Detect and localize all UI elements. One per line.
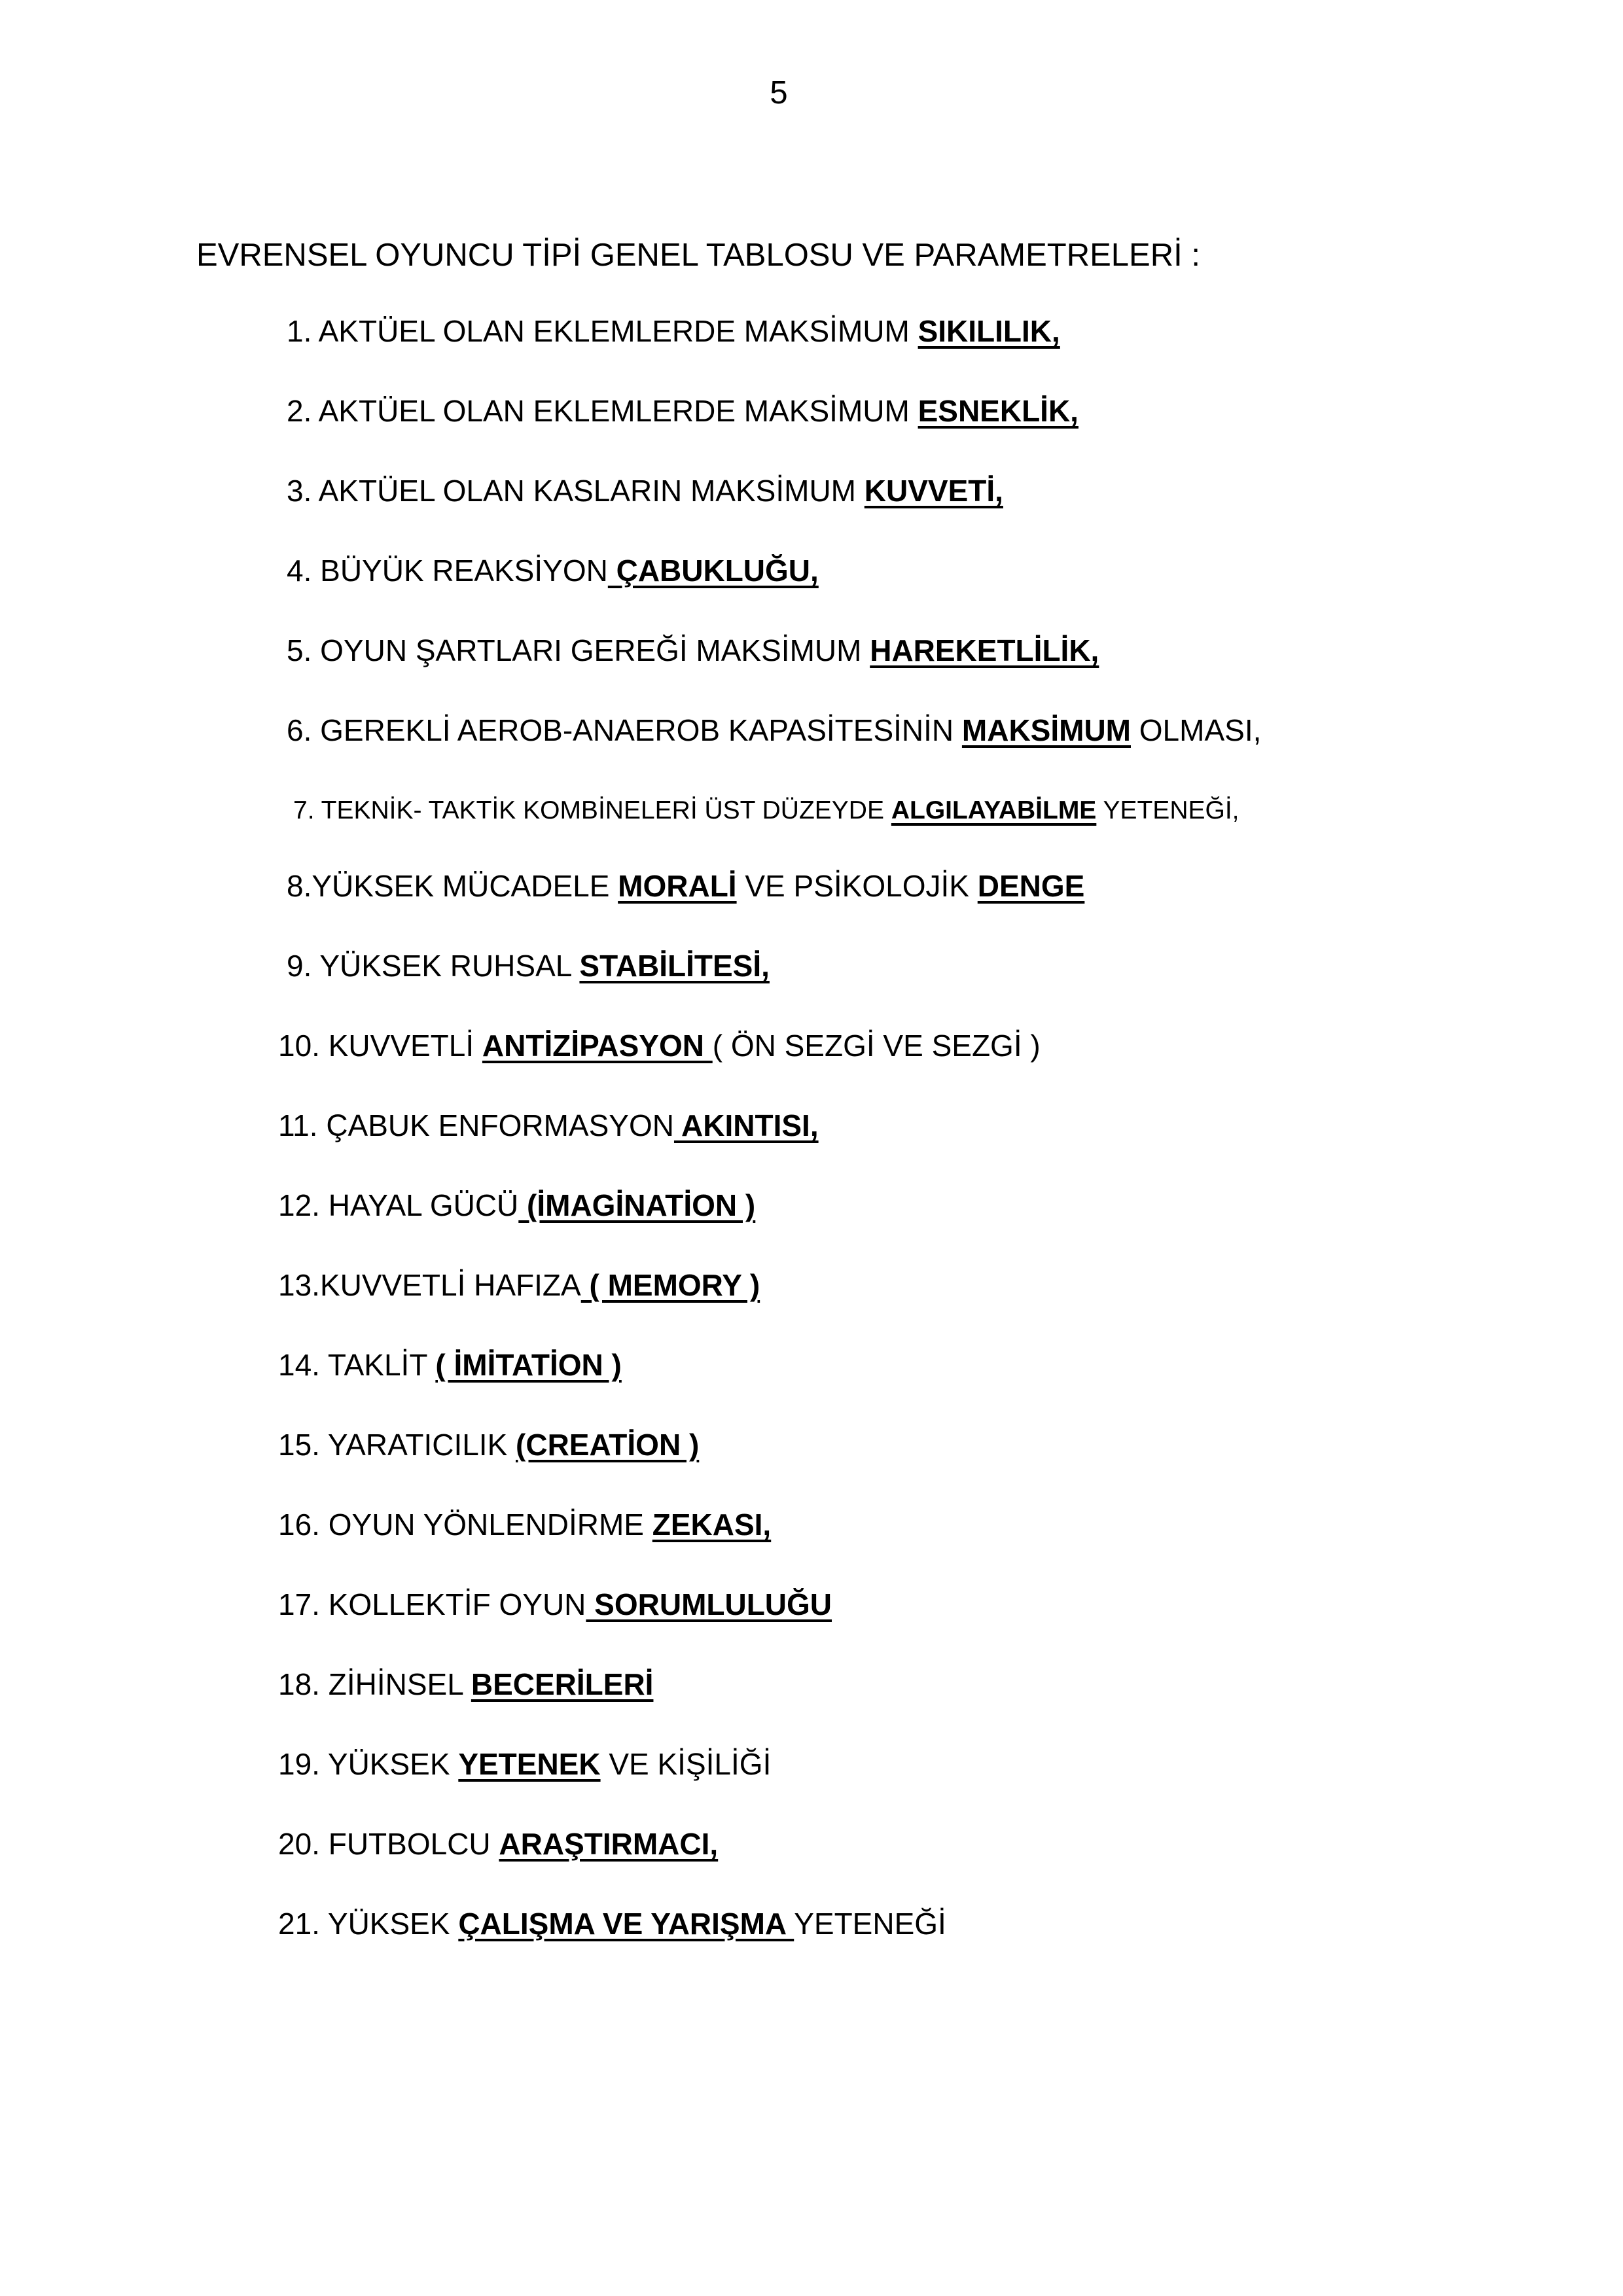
list-item xyxy=(278,1506,771,1543)
item-keyword: KUVVETİ, xyxy=(864,474,1003,508)
item-keyword: AKINTISI, xyxy=(673,1108,819,1142)
list-item xyxy=(278,1905,946,1942)
item-keyword: ESNEKLİK, xyxy=(918,394,1079,428)
item-number: 4. xyxy=(287,554,312,588)
item-keyword: ARAŞTIRMACI, xyxy=(499,1827,719,1861)
item-keyword: ( İMİTATİON ) xyxy=(435,1348,622,1382)
list-item xyxy=(278,1267,760,1303)
item-keyword: ANTİZİPASYON xyxy=(482,1029,713,1063)
item-number: 9. xyxy=(287,949,312,983)
item-number: 18. xyxy=(278,1667,320,1701)
item-keyword-2: DENGE xyxy=(977,869,1085,903)
list-item xyxy=(287,712,1261,749)
item-number: 12. xyxy=(278,1188,320,1222)
item-number: 7. xyxy=(293,796,315,824)
item-number: 20. xyxy=(278,1827,320,1861)
item-text: YARATICILIK xyxy=(319,1428,516,1462)
item-text-after: YETENEĞİ xyxy=(794,1907,946,1941)
item-text-after: ( ÖN SEZGİ VE SEZGİ ) xyxy=(712,1029,1041,1063)
list-item xyxy=(278,1746,771,1782)
item-text: BÜYÜK REAKSİYON xyxy=(312,554,608,588)
list-item xyxy=(287,947,770,984)
item-keyword: ÇABUKLUĞU, xyxy=(607,554,819,588)
list-item xyxy=(278,1666,653,1703)
list-item xyxy=(293,792,1240,829)
item-keyword: HAREKETLİLİK, xyxy=(870,633,1099,667)
item-text: YÜKSEK xyxy=(319,1907,459,1941)
item-keyword: BECERİLERİ xyxy=(471,1667,654,1701)
item-number: 16. xyxy=(278,1508,320,1542)
item-text: YÜKSEK xyxy=(319,1747,459,1781)
item-number: 15. xyxy=(278,1428,320,1462)
item-keyword: SORUMLULUĞU xyxy=(586,1587,832,1621)
item-text: OYUN ŞARTLARI GEREĞİ MAKSİMUM xyxy=(312,633,870,667)
page-heading: EVRENSEL OYUNCU TİPİ GENEL TABLOSU VE PARAMETRELERİ : xyxy=(196,238,1200,273)
item-keyword: ÇALIŞMA VE YARIŞMA xyxy=(458,1907,794,1941)
item-text: TEKNİK- TAKTİK KOMBİNELERİ ÜST DÜZEYDE xyxy=(314,796,891,824)
item-number: 13. xyxy=(278,1268,320,1302)
item-number: 3. xyxy=(287,474,312,508)
item-keyword: YETENEK xyxy=(458,1747,601,1781)
item-keyword: MORALİ xyxy=(618,869,737,903)
item-text: AKTÜEL OLAN EKLEMLERDE MAKSİMUM xyxy=(312,394,918,428)
item-number: 14. xyxy=(278,1348,320,1382)
item-keyword: MAKSİMUM xyxy=(961,713,1131,747)
item-text: KUVVETLİ HAFIZA xyxy=(319,1268,581,1302)
list-item xyxy=(287,313,1060,349)
page-number: 5 xyxy=(770,75,788,111)
item-number: 11. xyxy=(278,1108,318,1142)
item-text: HAYAL GÜCÜ xyxy=(319,1188,519,1222)
list-item xyxy=(278,1027,1041,1064)
item-number: 1. xyxy=(287,314,312,348)
item-number: 5. xyxy=(287,633,312,667)
item-text: YÜKSEK RUHSAL xyxy=(312,949,580,983)
item-number: 17. xyxy=(278,1587,320,1621)
item-text: TAKLİT xyxy=(319,1348,436,1382)
item-keyword: ( MEMORY ) xyxy=(580,1268,760,1302)
item-text: OYUN YÖNLENDİRME xyxy=(319,1508,652,1542)
item-number: 19. xyxy=(278,1747,320,1781)
list-item xyxy=(278,1586,832,1623)
item-text: KUVVETLİ xyxy=(319,1029,482,1063)
list-item xyxy=(278,1426,699,1463)
item-text: ZİHİNSEL xyxy=(319,1667,471,1701)
item-text: AKTÜEL OLAN KASLARIN MAKSİMUM xyxy=(312,474,865,508)
list-item xyxy=(278,1347,622,1383)
list-item xyxy=(278,1826,718,1862)
list-item xyxy=(287,552,819,589)
list-item xyxy=(287,632,1099,669)
item-number: 21. xyxy=(278,1907,320,1941)
list-item xyxy=(287,393,1079,429)
item-text: ÇABUK ENFORMASYON xyxy=(317,1108,674,1142)
item-text: AKTÜEL OLAN EKLEMLERDE MAKSİMUM xyxy=(312,314,918,348)
item-text: GEREKLİ AEROB-ANAEROB KAPASİTESİNİN xyxy=(312,713,962,747)
item-keyword: ZEKASI, xyxy=(652,1508,772,1542)
item-number: 10. xyxy=(278,1029,320,1063)
item-text: YÜKSEK MÜCADELE xyxy=(312,869,618,903)
list-item xyxy=(287,868,1084,904)
item-text: KOLLEKTİF OYUN xyxy=(319,1587,586,1621)
item-keyword: SIKILILIK, xyxy=(918,314,1060,348)
item-number: 8. xyxy=(287,869,312,903)
item-text-after: VE PSİKOLOJİK xyxy=(736,869,978,903)
item-keyword: (İMAGİNATİON ) xyxy=(518,1188,756,1222)
item-text-after: OLMASI, xyxy=(1131,713,1262,747)
item-keyword: STABİLİTESİ, xyxy=(579,949,770,983)
item-keyword: ALGILAYABİLME xyxy=(891,796,1097,824)
list-item xyxy=(278,1187,755,1224)
item-number: 2. xyxy=(287,394,312,428)
list-item xyxy=(278,1107,819,1144)
item-text-after: VE KİŞİLİĞİ xyxy=(600,1747,772,1781)
list-item xyxy=(287,472,1003,509)
item-number: 6. xyxy=(287,713,312,747)
item-keyword: (CREATİON ) xyxy=(516,1428,700,1462)
item-text: FUTBOLCU xyxy=(319,1827,499,1861)
item-text-after: YETENEĞİ, xyxy=(1096,796,1240,824)
